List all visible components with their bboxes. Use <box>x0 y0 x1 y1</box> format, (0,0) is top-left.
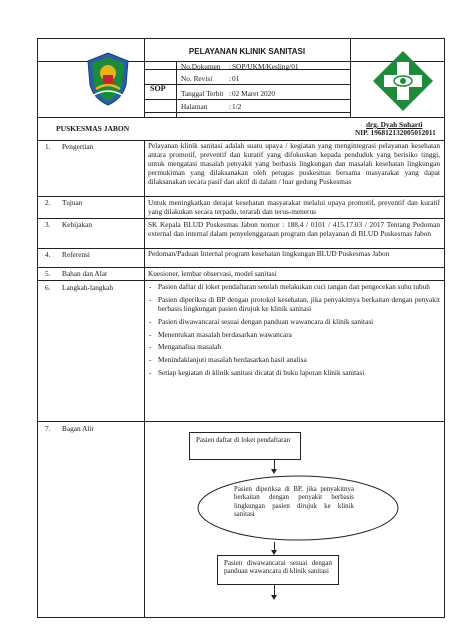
field-label-no-revisi: No. Revisi <box>181 74 213 83</box>
section-number: 4. <box>45 250 51 259</box>
list-item: - Pasien diperiksa di BP dengan protokol kesehatan, jika penyakitnya berkaitan dengan penyakit berbasis lingkungan pasien dirujuk ke klinik sanitasi <box>148 296 440 314</box>
section-number: 7. <box>45 424 51 433</box>
flow-oval-text: Pasien diperiksa di BP, jika penyakitnya berkaitan dengan penyakit berbasis lingkungan pasien dirujuk ke klinik sanitasi <box>234 486 354 518</box>
flow-oval-examination <box>196 474 400 542</box>
field-value-no-dokumen: SOP/UKM/Kesling/01 <box>232 62 299 71</box>
section-text-pengertian: Pelayanan klinik sanitasi adalah suatu upaya / kegiatan yang mengintegrasi pelayanan kesehatan antara promotif, preventif dan kuratif yang difokuskan kepada penduduk yang berisiko tinggi, untuk mengatasi masalah penyakit yang berbasis lingkungan dan masalah kesehatan lingkungan permukiman yang dilaksanakan oleh petugas puskesmas bersama masyarakat yang dapat dilaksanakan secara pasif dan aktif di dalam / luar gedung Puskesmas <box>148 141 440 186</box>
facility-name: PUSKESMAS JABON <box>56 124 130 133</box>
field-sep: : <box>229 89 232 98</box>
field-sep: : <box>229 102 232 111</box>
field-value-tanggal-terbit: 02 Maret 2020 <box>232 89 275 98</box>
section-title-kebijakan: Kebijakan <box>62 220 92 229</box>
list-item: - Pasien diwawancarai sesuai dengan panduan wawancara di klinik sanitasi <box>148 318 440 327</box>
section-text-referensi: Pedoman/Paduan Internal program kesehatan lingkungan BLUD Puskesmas Jabon <box>148 249 390 258</box>
puskesmas-logo <box>370 48 436 114</box>
field-label-tanggal-terbit: Tanggal Terbit <box>181 89 224 98</box>
list-item: - Menganalisa masalah <box>148 343 440 352</box>
section-title-bagan-alir: Bagan Alir <box>62 424 94 433</box>
regency-emblem-logo <box>84 51 132 107</box>
field-label-halaman: Halaman <box>181 102 208 111</box>
flow-box-registration: Pasien daftar di loket pendaftaran <box>189 432 301 460</box>
section-text-bahan-dan-alat: Kuesioner, lembar observasi, model sanitasi <box>148 269 277 278</box>
section-text-kebijakan: SK Kepala BLUD Puskesmas Jabon nomor : 188.4 / 0101 / 415.17.03 / 2017 Tentang Pedoman external dan internal dalam penyelenggaraan program dan pelayanan di BLUD Puskesmas Jabon <box>148 220 440 238</box>
flow-box-interview: Pasien diwawancarai sesuai dengan panduan wawancara di klinik sanitasi <box>217 555 339 585</box>
section-title-tujuan: Tujuan <box>62 198 83 207</box>
list-item: - Setiap kegiatan di klinik sanitasi dicatat di buku laporan klinik sanitasi <box>148 369 440 378</box>
field-sep: : <box>229 62 232 71</box>
section-number: 6. <box>45 283 51 292</box>
list-item: - Menentukan masalah berdasarkan wawancara <box>148 331 440 340</box>
section-number: 1. <box>45 142 51 151</box>
section-title-pengertian: Pengertian <box>62 142 94 151</box>
section-text-tujuan: Untuk meningkatkan derajat kesehatan masyarakat melalui upaya promotif, preventif dan kuratif yang dilakukan secara terpadu, terarah dan terus-menerus <box>148 198 440 216</box>
sop-label: SOP <box>150 84 166 93</box>
signatory-nip: NIP. 196812132005012011 <box>355 128 436 137</box>
list-item: - Menindaklanjuti masalah berdasarkan hasil analisa <box>148 356 440 365</box>
document-title: PELAYANAN KLINIK SANITASI <box>188 47 306 56</box>
section-title-bahan-dan-alat: Bahan dan Alat <box>62 269 107 278</box>
section-title-langkah-langkah: Langkah-langkah <box>62 283 114 292</box>
signatory-name: drg. Dyah Suharti <box>366 120 423 129</box>
flow-arrowhead <box>271 595 277 600</box>
field-label-no-dokumen: No.Dokumen <box>181 62 221 71</box>
field-value-no-revisi: 01 <box>232 74 240 83</box>
field-sep: : <box>229 74 232 83</box>
list-item: - Pasien daftar di loket pendaftaran setelah melakukan cuci tangan dan pengecekan suhu tubuh <box>148 283 440 292</box>
section-title-referensi: Referensi <box>62 250 90 259</box>
field-value-halaman: 1/2 <box>232 102 242 111</box>
section-number: 2. <box>45 198 51 207</box>
section-number: 3. <box>45 220 51 229</box>
steps-list <box>148 283 440 382</box>
section-number: 5. <box>45 269 51 278</box>
